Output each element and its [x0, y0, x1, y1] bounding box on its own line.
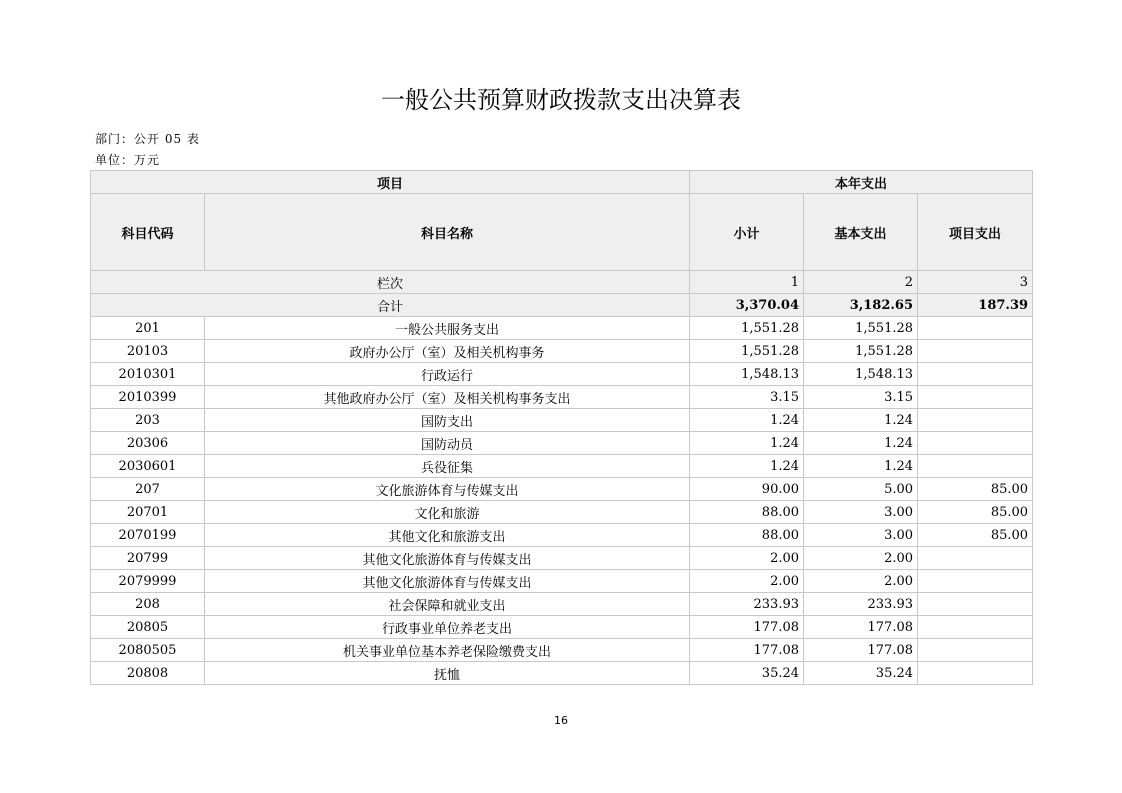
row-basic: 3.00 — [804, 524, 918, 547]
row-basic: 1.24 — [804, 432, 918, 455]
total-basic: 3,182.65 — [804, 294, 918, 317]
row-basic: 1,548.13 — [804, 363, 918, 386]
row-code: 201 — [91, 317, 205, 340]
row-project — [918, 386, 1033, 409]
row-subtotal: 177.08 — [690, 616, 804, 639]
row-project — [918, 363, 1033, 386]
table-row — [91, 432, 1033, 455]
row-basic: 233.93 — [804, 593, 918, 616]
row-basic: 1,551.28 — [804, 340, 918, 363]
row-code: 2010301 — [91, 363, 205, 386]
table-row — [91, 547, 1033, 570]
row-subtotal: 90.00 — [690, 478, 804, 501]
row-project: 85.00 — [918, 501, 1033, 524]
header-row-bottom — [91, 194, 1033, 271]
document-title: 一般公共预算财政拨款支出决算表 — [381, 86, 741, 114]
page-number: 16 — [554, 714, 568, 727]
row-name: 社会保障和就业支出 — [205, 593, 690, 616]
table-row — [91, 363, 1033, 386]
column-number-row — [91, 271, 1033, 294]
row-basic: 2.00 — [804, 570, 918, 593]
header-basic: 基本支出 — [804, 194, 918, 271]
column-number-2: 2 — [804, 271, 918, 294]
row-code: 203 — [91, 409, 205, 432]
header-name: 科目名称 — [205, 194, 690, 271]
row-code: 2010399 — [91, 386, 205, 409]
header-row-top — [91, 171, 1033, 194]
row-name: 文化旅游体育与传媒支出 — [205, 478, 690, 501]
row-project — [918, 639, 1033, 662]
row-subtotal: 1.24 — [690, 455, 804, 478]
row-project — [918, 432, 1033, 455]
row-subtotal: 177.08 — [690, 639, 804, 662]
row-name: 文化和旅游 — [205, 501, 690, 524]
row-subtotal: 3.15 — [690, 386, 804, 409]
header-subtotal: 小计 — [690, 194, 804, 271]
total-label: 合计 — [91, 294, 690, 317]
unit-label: 单位：万元 — [95, 153, 161, 167]
row-name: 其他文化和旅游支出 — [205, 524, 690, 547]
row-basic: 177.08 — [804, 639, 918, 662]
total-row — [91, 294, 1033, 317]
row-subtotal: 1.24 — [690, 409, 804, 432]
row-basic: 1.24 — [804, 409, 918, 432]
column-number-3: 3 — [918, 271, 1033, 294]
row-name: 其他文化旅游体育与传媒支出 — [205, 547, 690, 570]
row-project — [918, 547, 1033, 570]
row-code: 20805 — [91, 616, 205, 639]
table-row — [91, 570, 1033, 593]
table-row — [91, 616, 1033, 639]
row-name: 其他文化旅游体育与传媒支出 — [205, 570, 690, 593]
row-project — [918, 455, 1033, 478]
table-row — [91, 639, 1033, 662]
row-basic: 3.15 — [804, 386, 918, 409]
header-project: 项目 — [91, 171, 690, 194]
row-subtotal: 88.00 — [690, 524, 804, 547]
row-basic: 35.24 — [804, 662, 918, 685]
row-subtotal: 1,548.13 — [690, 363, 804, 386]
row-name: 其他政府办公厅（室）及相关机构事务支出 — [205, 386, 690, 409]
column-number-label: 栏次 — [91, 271, 690, 294]
row-code: 2079999 — [91, 570, 205, 593]
row-code: 208 — [91, 593, 205, 616]
row-code: 20306 — [91, 432, 205, 455]
row-basic: 5.00 — [804, 478, 918, 501]
table-row — [91, 501, 1033, 524]
row-subtotal: 2.00 — [690, 547, 804, 570]
table-row — [91, 409, 1033, 432]
row-subtotal: 233.93 — [690, 593, 804, 616]
row-subtotal: 88.00 — [690, 501, 804, 524]
row-code: 20701 — [91, 501, 205, 524]
row-subtotal: 2.00 — [690, 570, 804, 593]
row-project — [918, 593, 1033, 616]
header-project-expense: 项目支出 — [918, 194, 1033, 271]
expenditure-table — [90, 170, 1033, 685]
department-label: 部门：公开 05 表 — [95, 132, 200, 146]
row-subtotal: 1,551.28 — [690, 340, 804, 363]
row-name: 一般公共服务支出 — [205, 317, 690, 340]
row-code: 2080505 — [91, 639, 205, 662]
row-subtotal: 35.24 — [690, 662, 804, 685]
row-code: 20808 — [91, 662, 205, 685]
row-project — [918, 570, 1033, 593]
row-basic: 1.24 — [804, 455, 918, 478]
row-name: 兵役征集 — [205, 455, 690, 478]
row-project: 85.00 — [918, 524, 1033, 547]
row-basic: 2.00 — [804, 547, 918, 570]
table-row — [91, 386, 1033, 409]
row-code: 207 — [91, 478, 205, 501]
row-name: 国防支出 — [205, 409, 690, 432]
row-code: 20799 — [91, 547, 205, 570]
row-project — [918, 317, 1033, 340]
row-name: 机关事业单位基本养老保险缴费支出 — [205, 639, 690, 662]
row-project — [918, 340, 1033, 363]
total-project: 187.39 — [918, 294, 1033, 317]
row-name: 抚恤 — [205, 662, 690, 685]
row-name: 国防动员 — [205, 432, 690, 455]
row-name: 行政运行 — [205, 363, 690, 386]
total-subtotal: 3,370.04 — [690, 294, 804, 317]
table-row — [91, 478, 1033, 501]
header-code: 科目代码 — [91, 194, 205, 271]
row-code: 2030601 — [91, 455, 205, 478]
table-row — [91, 524, 1033, 547]
column-number-1: 1 — [690, 271, 804, 294]
row-project — [918, 409, 1033, 432]
table-row — [91, 317, 1033, 340]
row-project — [918, 616, 1033, 639]
table-row — [91, 593, 1033, 616]
row-project — [918, 662, 1033, 685]
table-row — [91, 340, 1033, 363]
row-subtotal: 1.24 — [690, 432, 804, 455]
row-code: 2070199 — [91, 524, 205, 547]
header-this-year: 本年支出 — [690, 171, 1033, 194]
row-subtotal: 1,551.28 — [690, 317, 804, 340]
row-name: 政府办公厅（室）及相关机构事务 — [205, 340, 690, 363]
row-basic: 1,551.28 — [804, 317, 918, 340]
row-name: 行政事业单位养老支出 — [205, 616, 690, 639]
row-code: 20103 — [91, 340, 205, 363]
row-basic: 3.00 — [804, 501, 918, 524]
row-project: 85.00 — [918, 478, 1033, 501]
table-row — [91, 662, 1033, 685]
row-basic: 177.08 — [804, 616, 918, 639]
table-row — [91, 455, 1033, 478]
